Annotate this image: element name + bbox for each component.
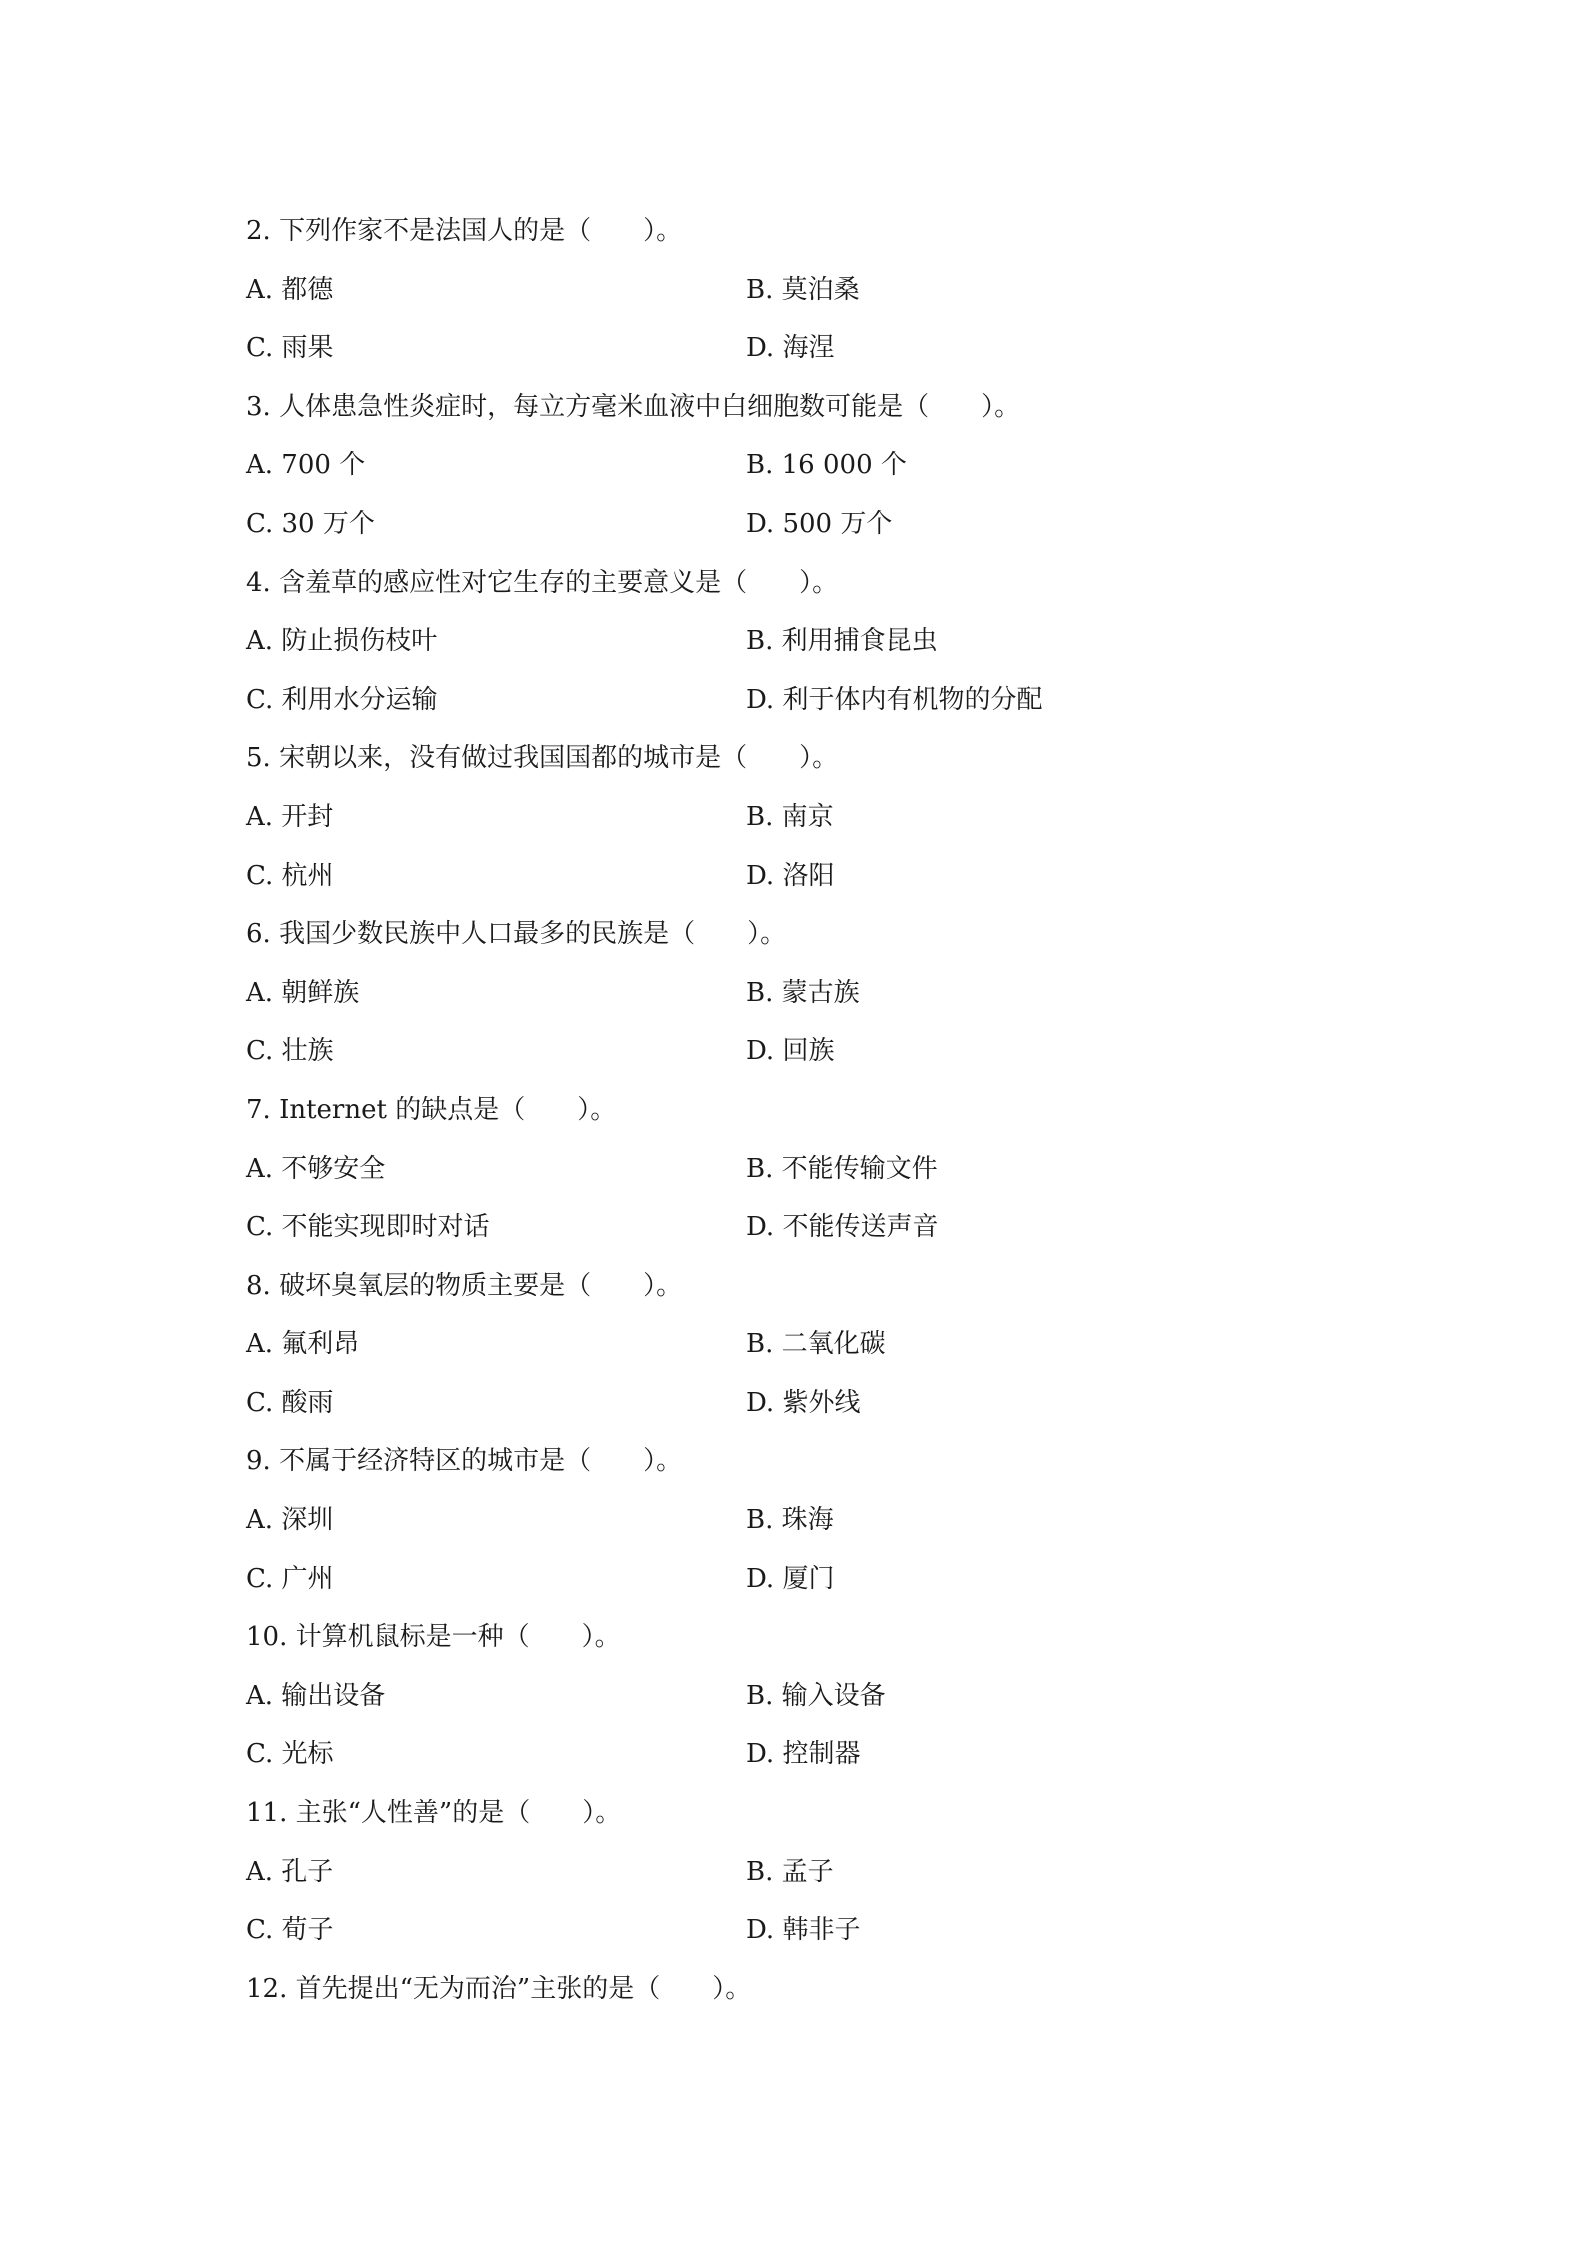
option-text: A. 不够安全 <box>246 1153 386 1184</box>
question-list <box>246 212 1346 2028</box>
option-text: D. 500 万个 <box>746 508 893 539</box>
option-text: D. 韩非子 <box>746 1915 861 1946</box>
option-text: B. 16 000 个 <box>746 450 907 481</box>
option-text: C. 荀子 <box>246 1915 334 1946</box>
option-text: A. 700 个 <box>246 450 366 481</box>
option-text: B. 孟子 <box>746 1856 834 1887</box>
option-text: A. 开封 <box>246 801 334 832</box>
option-row <box>246 1325 1346 1384</box>
option-text: A. 孔子 <box>246 1856 334 1887</box>
option-text: D. 利于体内有机物的分配 <box>746 684 1043 715</box>
option-text: B. 输入设备 <box>746 1680 886 1711</box>
option-text: C. 雨果 <box>246 333 334 364</box>
option-row <box>246 446 1346 505</box>
option-text: A. 朝鲜族 <box>246 977 360 1008</box>
question-stem: 6. 我国少数民族中人口最多的民族是（ ）。 <box>246 919 787 950</box>
option-text: B. 莫泊桑 <box>746 274 860 305</box>
option-text: D. 不能传送声音 <box>746 1212 939 1243</box>
option-row <box>246 1501 1346 1560</box>
question-stem: 4. 含羞草的感应性对它生存的主要意义是（ ）。 <box>246 567 839 598</box>
option-row <box>246 1911 1346 1970</box>
option-text: A. 氟利昂 <box>246 1329 360 1360</box>
option-text: C. 广州 <box>246 1563 334 1594</box>
option-text: B. 南京 <box>746 801 834 832</box>
option-row <box>246 1560 1346 1619</box>
option-text: C. 壮族 <box>246 1036 334 1067</box>
option-text: D. 厦门 <box>746 1563 835 1594</box>
option-text: A. 都德 <box>246 274 334 305</box>
option-row <box>246 857 1346 916</box>
option-text: D. 回族 <box>746 1036 835 1067</box>
option-text: B. 二氧化碳 <box>746 1329 886 1360</box>
option-text: A. 防止损伤枝叶 <box>246 626 438 657</box>
option-text: C. 不能实现即时对话 <box>246 1212 490 1243</box>
question-stem: 12. 首先提出“无为而治”主张的是（ ）。 <box>246 1973 752 2004</box>
option-text: B. 不能传输文件 <box>746 1153 938 1184</box>
question-stem: 2. 下列作家不是法国人的是（ ）。 <box>246 216 683 246</box>
question-stem: 9. 不属于经济特区的城市是（ ）。 <box>246 1446 683 1477</box>
question-stem: 3. 人体患急性炎症时，每立方毫米血液中白细胞数可能是（ ）。 <box>246 391 1021 422</box>
option-row <box>246 1384 1346 1443</box>
question-stem: 5. 宋朝以来，没有做过我国国都的城市是（ ）。 <box>246 743 839 774</box>
option-text: C. 酸雨 <box>246 1387 334 1418</box>
question-stem: 10. 计算机鼠标是一种（ ）。 <box>246 1622 621 1653</box>
option-row <box>246 1032 1346 1091</box>
option-row <box>246 974 1346 1033</box>
option-row <box>246 681 1346 740</box>
option-text: D. 海涅 <box>746 333 835 364</box>
option-text: C. 杭州 <box>246 860 334 891</box>
option-text: C. 30 万个 <box>246 508 375 539</box>
option-text: A. 输出设备 <box>246 1680 386 1711</box>
option-text: B. 珠海 <box>746 1505 834 1536</box>
option-text: B. 利用捕食昆虫 <box>746 626 938 657</box>
option-text: D. 紫外线 <box>746 1387 861 1418</box>
option-row <box>246 1735 1346 1794</box>
option-text: C. 利用水分运输 <box>246 684 438 715</box>
option-row <box>246 1150 1346 1209</box>
option-row <box>246 329 1346 388</box>
option-row <box>246 798 1346 857</box>
option-text: D. 控制器 <box>746 1739 861 1770</box>
option-row <box>246 1677 1346 1736</box>
option-text: C. 光标 <box>246 1739 334 1770</box>
option-text: D. 洛阳 <box>746 860 835 891</box>
question-stem: 7. Internet 的缺点是（ ）。 <box>246 1094 617 1125</box>
option-row <box>246 271 1346 330</box>
option-text: A. 深圳 <box>246 1505 334 1536</box>
option-row <box>246 622 1346 681</box>
question-stem: 11. 主张“人性善”的是（ ）。 <box>246 1798 622 1829</box>
option-row <box>246 1208 1346 1267</box>
option-text: B. 蒙古族 <box>746 977 860 1008</box>
option-row <box>246 505 1346 564</box>
question-stem: 8. 破坏臭氧层的物质主要是（ ）。 <box>246 1270 683 1301</box>
option-row <box>246 1853 1346 1912</box>
